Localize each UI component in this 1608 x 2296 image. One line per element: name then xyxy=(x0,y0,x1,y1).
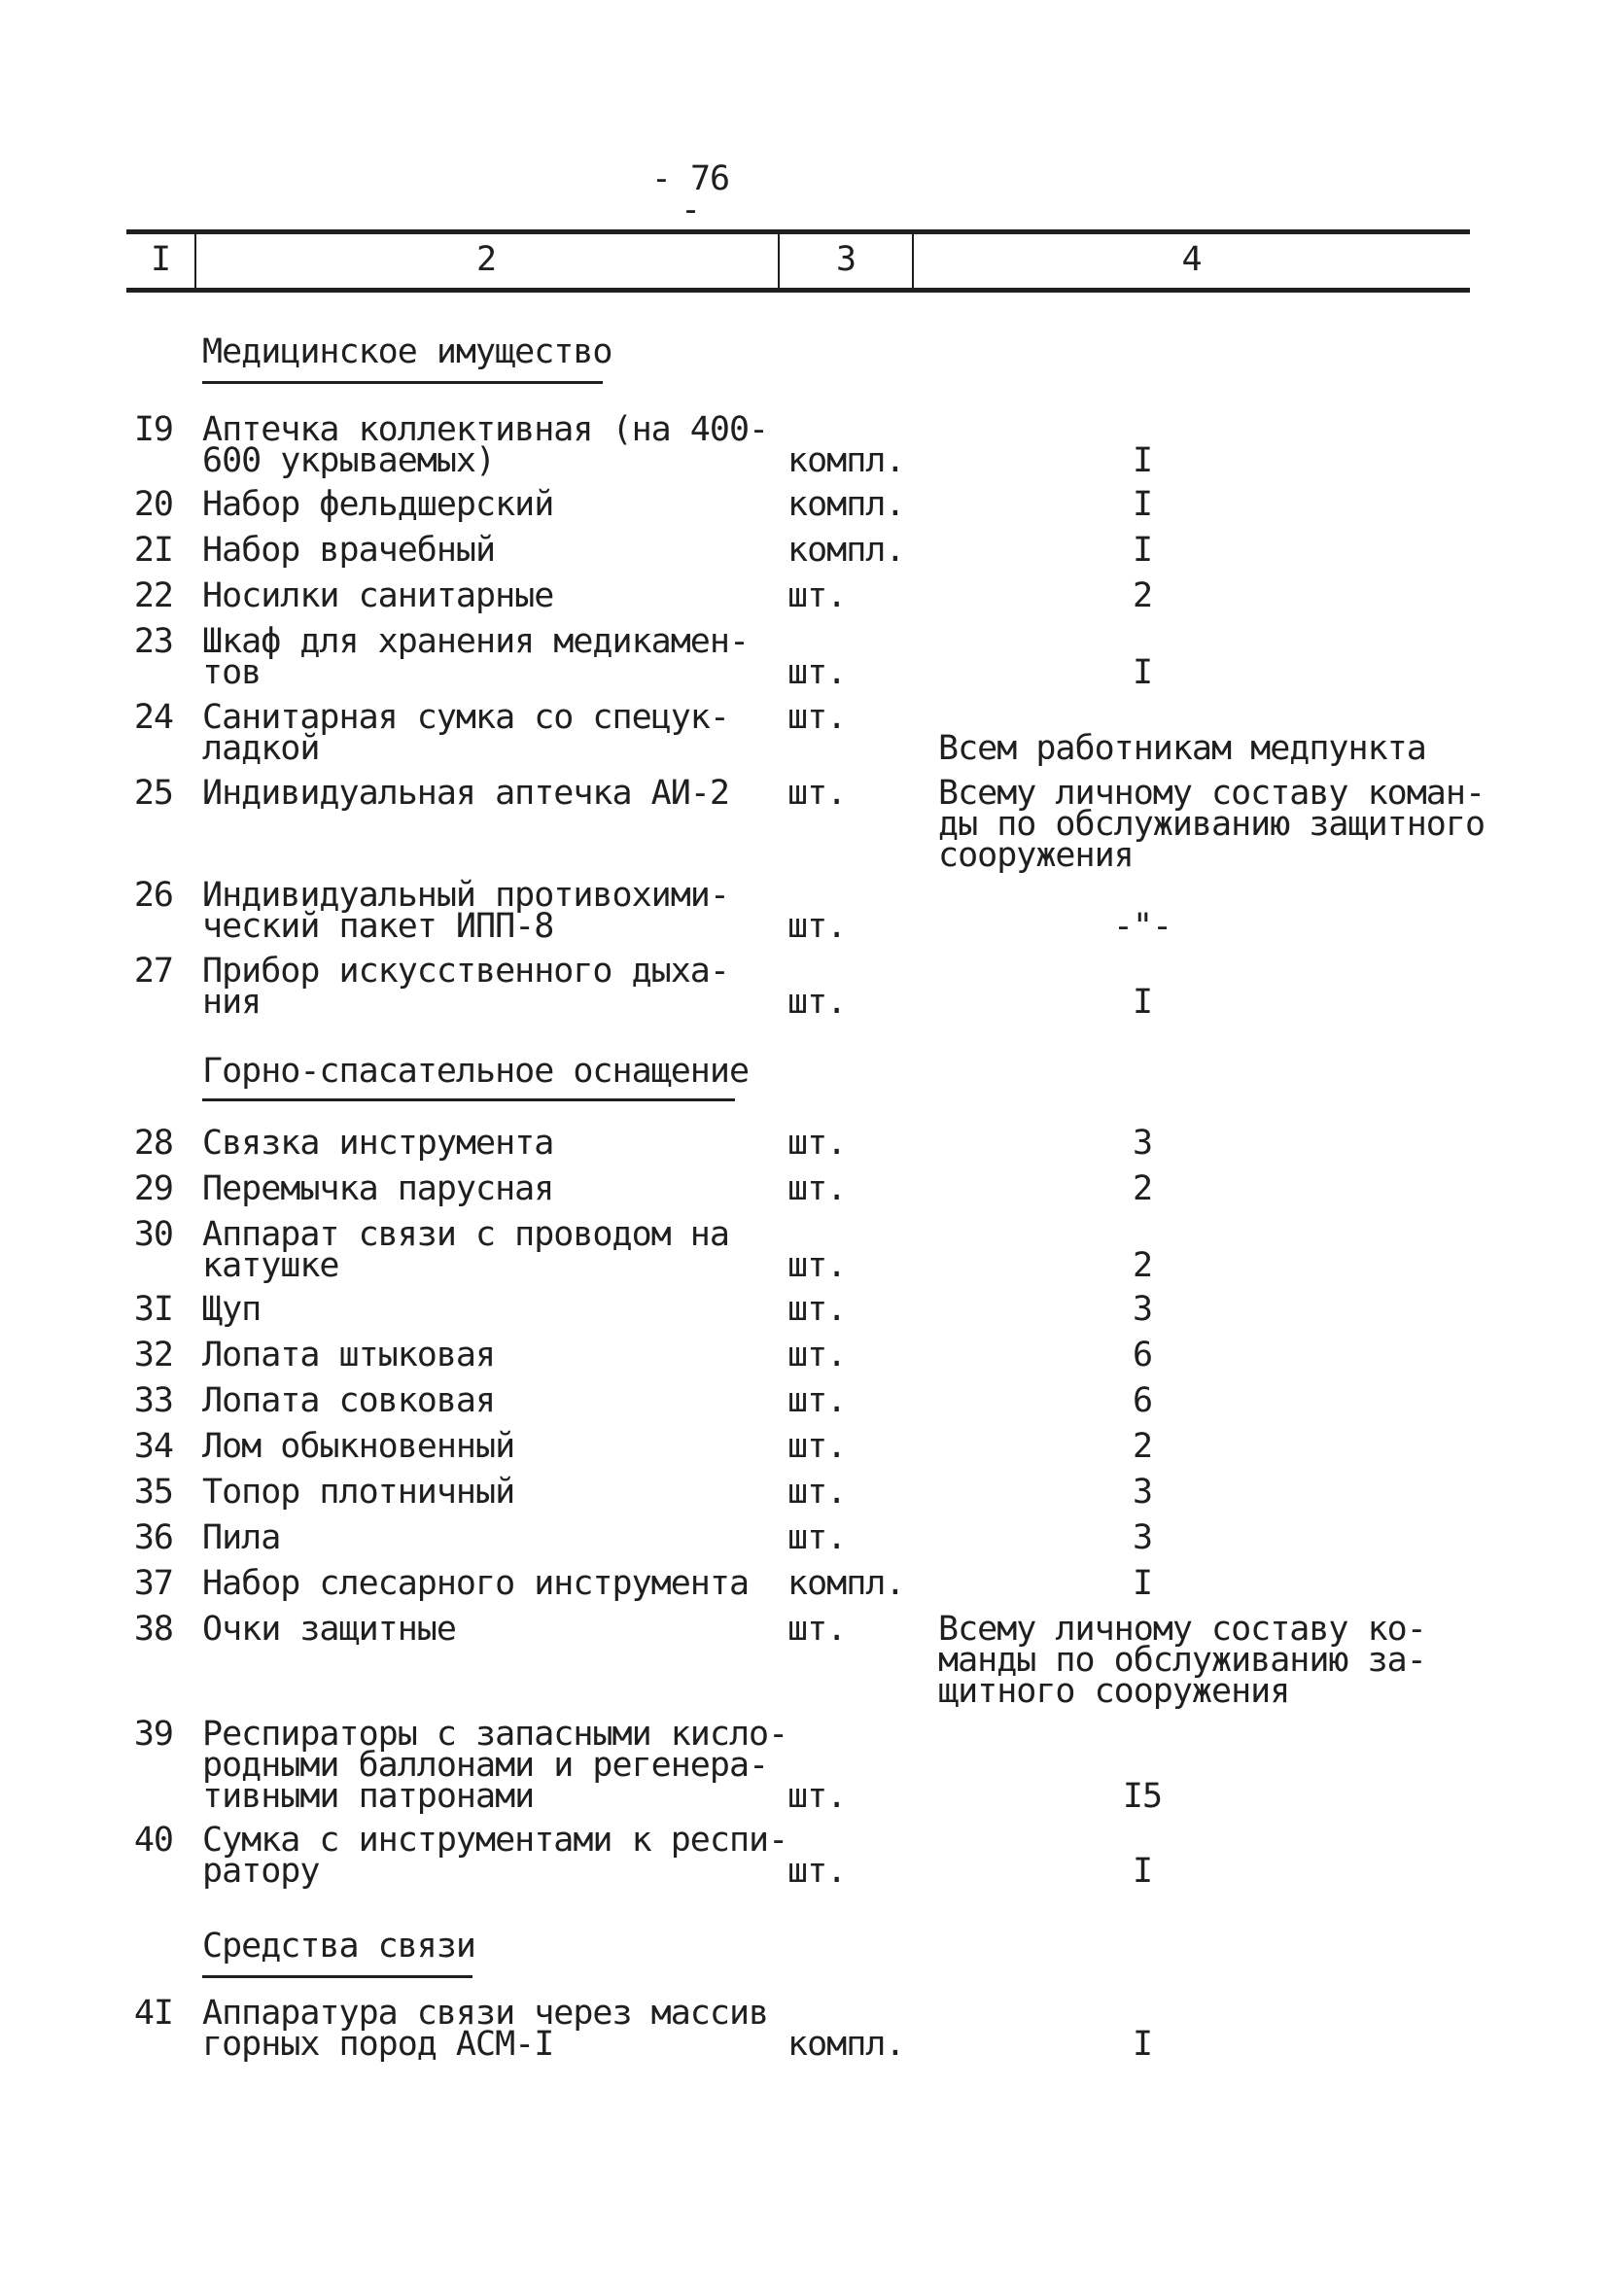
column-separator xyxy=(778,233,780,290)
item-unit: шт. xyxy=(787,983,847,1022)
item-unit: шт. xyxy=(787,907,847,946)
item-name: горных пород АСМ-I xyxy=(202,2025,554,2064)
column-separator xyxy=(912,233,914,290)
item-unit: шт. xyxy=(787,1169,847,1208)
item-note: Всему личному составу ко- xyxy=(938,1610,1426,1649)
item-unit: шт. xyxy=(787,1124,847,1163)
section-underline xyxy=(202,1098,735,1101)
item-name: Прибор искусственного дыха- xyxy=(202,952,729,991)
item-quantity: 3 xyxy=(1132,1518,1153,1557)
item-name: Индивидуальный противохими- xyxy=(202,876,729,915)
section-title: Медицинское имущество xyxy=(202,332,612,371)
row-number: 28 xyxy=(133,1124,173,1163)
item-name: Топор плотничный xyxy=(202,1473,515,1512)
header-bottom-rule xyxy=(126,288,1470,293)
row-number: 24 xyxy=(133,698,173,737)
item-unit: шт. xyxy=(787,1336,847,1374)
column-header-quantity: 4 xyxy=(1181,240,1202,279)
item-quantity: 3 xyxy=(1132,1124,1153,1163)
item-name: 600 укрываемых) xyxy=(202,441,496,480)
item-name: Индивидуальная аптечка АИ-2 xyxy=(202,774,729,813)
item-unit: шт. xyxy=(787,1290,847,1329)
item-unit: компл. xyxy=(787,531,905,570)
item-name: Перемычка парусная xyxy=(202,1169,554,1208)
item-unit: шт. xyxy=(787,1427,847,1466)
item-name: родными баллонами и регенера- xyxy=(202,1746,769,1785)
item-name: Лопата совковая xyxy=(202,1381,496,1420)
item-unit: компл. xyxy=(787,2025,905,2064)
item-name: Набор фельдшерский xyxy=(202,485,554,524)
item-name: Сумка с инструментами к респи- xyxy=(202,1821,788,1860)
column-header-name: 2 xyxy=(475,240,497,279)
row-number: 32 xyxy=(133,1336,173,1374)
row-number: 37 xyxy=(133,1564,173,1603)
item-quantity: 6 xyxy=(1132,1336,1153,1374)
row-number: I9 xyxy=(133,410,173,449)
row-number: 35 xyxy=(133,1473,173,1512)
item-quantity: 2 xyxy=(1132,1169,1153,1208)
section-title: Средства связи xyxy=(202,1927,476,1966)
item-quantity: 2 xyxy=(1132,1246,1153,1285)
item-name: Связка инструмента xyxy=(202,1124,554,1163)
item-quantity: I xyxy=(1132,653,1153,692)
row-number: 3I xyxy=(133,1290,173,1329)
item-quantity: I xyxy=(1132,441,1153,480)
item-note: манды по обслуживанию за- xyxy=(938,1641,1426,1680)
item-name: катушке xyxy=(202,1246,339,1285)
section-underline xyxy=(202,381,603,384)
item-name: Носилки санитарные xyxy=(202,576,554,615)
item-unit: шт. xyxy=(787,1473,847,1512)
item-unit: компл. xyxy=(787,485,905,524)
item-unit: шт. xyxy=(787,1246,847,1285)
item-quantity: 6 xyxy=(1132,1381,1153,1420)
header-top-rule xyxy=(126,229,1470,234)
item-unit: шт. xyxy=(787,1381,847,1420)
item-name: Санитарная сумка со спецук- xyxy=(202,698,729,737)
row-number: 26 xyxy=(133,876,173,915)
item-name: ния xyxy=(202,983,262,1022)
row-number: 30 xyxy=(133,1215,173,1254)
row-number: 22 xyxy=(133,576,173,615)
item-quantity: I xyxy=(1132,1852,1153,1891)
row-number: 36 xyxy=(133,1518,173,1557)
item-name: Аптечка коллективная (на 400- xyxy=(202,410,769,449)
section-title: Горно-спасательное оснащение xyxy=(202,1052,750,1091)
item-unit: шт. xyxy=(787,1777,847,1816)
item-name: Аппаратура связи через массив xyxy=(202,1994,769,2033)
item-unit: шт. xyxy=(787,576,847,615)
item-unit: компл. xyxy=(787,441,905,480)
section-underline xyxy=(202,1975,472,1978)
page-number: - 76 - xyxy=(650,159,730,229)
item-quantity: 2 xyxy=(1132,576,1153,615)
item-name: Аппарат связи с проводом на xyxy=(202,1215,729,1254)
row-number: 39 xyxy=(133,1715,173,1754)
row-number: 20 xyxy=(133,485,173,524)
item-name: ладкой xyxy=(202,729,320,768)
item-unit: шт. xyxy=(787,653,847,692)
item-quantity: I5 xyxy=(1122,1777,1163,1816)
column-separator xyxy=(194,233,196,290)
item-note: щитного сооружения xyxy=(938,1672,1290,1711)
item-name: ческий пакет ИПП-8 xyxy=(202,907,554,946)
item-quantity: -"- xyxy=(1112,907,1172,946)
item-unit: шт. xyxy=(787,1852,847,1891)
row-number: 2I xyxy=(133,531,173,570)
column-header-unit: 3 xyxy=(835,240,856,279)
item-name: тивными патронами xyxy=(202,1777,535,1816)
row-number: 27 xyxy=(133,952,173,991)
item-name: тов xyxy=(202,653,262,692)
item-note: ды по обслуживанию защитного xyxy=(938,805,1486,844)
item-quantity: I xyxy=(1132,1564,1153,1603)
row-number: 4I xyxy=(133,1994,173,2033)
item-name: Набор слесарного инструмента xyxy=(202,1564,750,1603)
row-number: 34 xyxy=(133,1427,173,1466)
item-unit: шт. xyxy=(787,1610,847,1649)
item-name: Очки защитные xyxy=(202,1610,456,1649)
row-number: 38 xyxy=(133,1610,173,1649)
item-note: Всему личному составу коман- xyxy=(938,774,1486,813)
item-quantity: 2 xyxy=(1132,1427,1153,1466)
item-note: сооружения xyxy=(938,836,1134,875)
item-name: Респираторы с запасными кисло- xyxy=(202,1715,788,1754)
item-note: Всем работникам медпункта xyxy=(938,729,1426,768)
column-header-number: I xyxy=(150,240,171,279)
item-name: ратору xyxy=(202,1852,320,1891)
item-name: Набор врачебный xyxy=(202,531,496,570)
item-name: Щуп xyxy=(202,1290,262,1329)
item-quantity: I xyxy=(1132,2025,1153,2064)
row-number: 40 xyxy=(133,1821,173,1860)
item-name: Пила xyxy=(202,1518,281,1557)
item-quantity: I xyxy=(1132,531,1153,570)
item-quantity: I xyxy=(1132,983,1153,1022)
item-name: Шкаф для хранения медикамен- xyxy=(202,622,750,661)
item-quantity: 3 xyxy=(1132,1473,1153,1512)
item-unit: шт. xyxy=(787,1518,847,1557)
row-number: 25 xyxy=(133,774,173,813)
item-quantity: 3 xyxy=(1132,1290,1153,1329)
row-number: 33 xyxy=(133,1381,173,1420)
item-quantity: I xyxy=(1132,485,1153,524)
row-number: 29 xyxy=(133,1169,173,1208)
item-unit: шт. xyxy=(787,698,847,737)
item-name: Лопата штыковая xyxy=(202,1336,496,1374)
item-unit: шт. xyxy=(787,774,847,813)
item-unit: компл. xyxy=(787,1564,905,1603)
row-number: 23 xyxy=(133,622,173,661)
item-name: Лом обыкновенный xyxy=(202,1427,515,1466)
